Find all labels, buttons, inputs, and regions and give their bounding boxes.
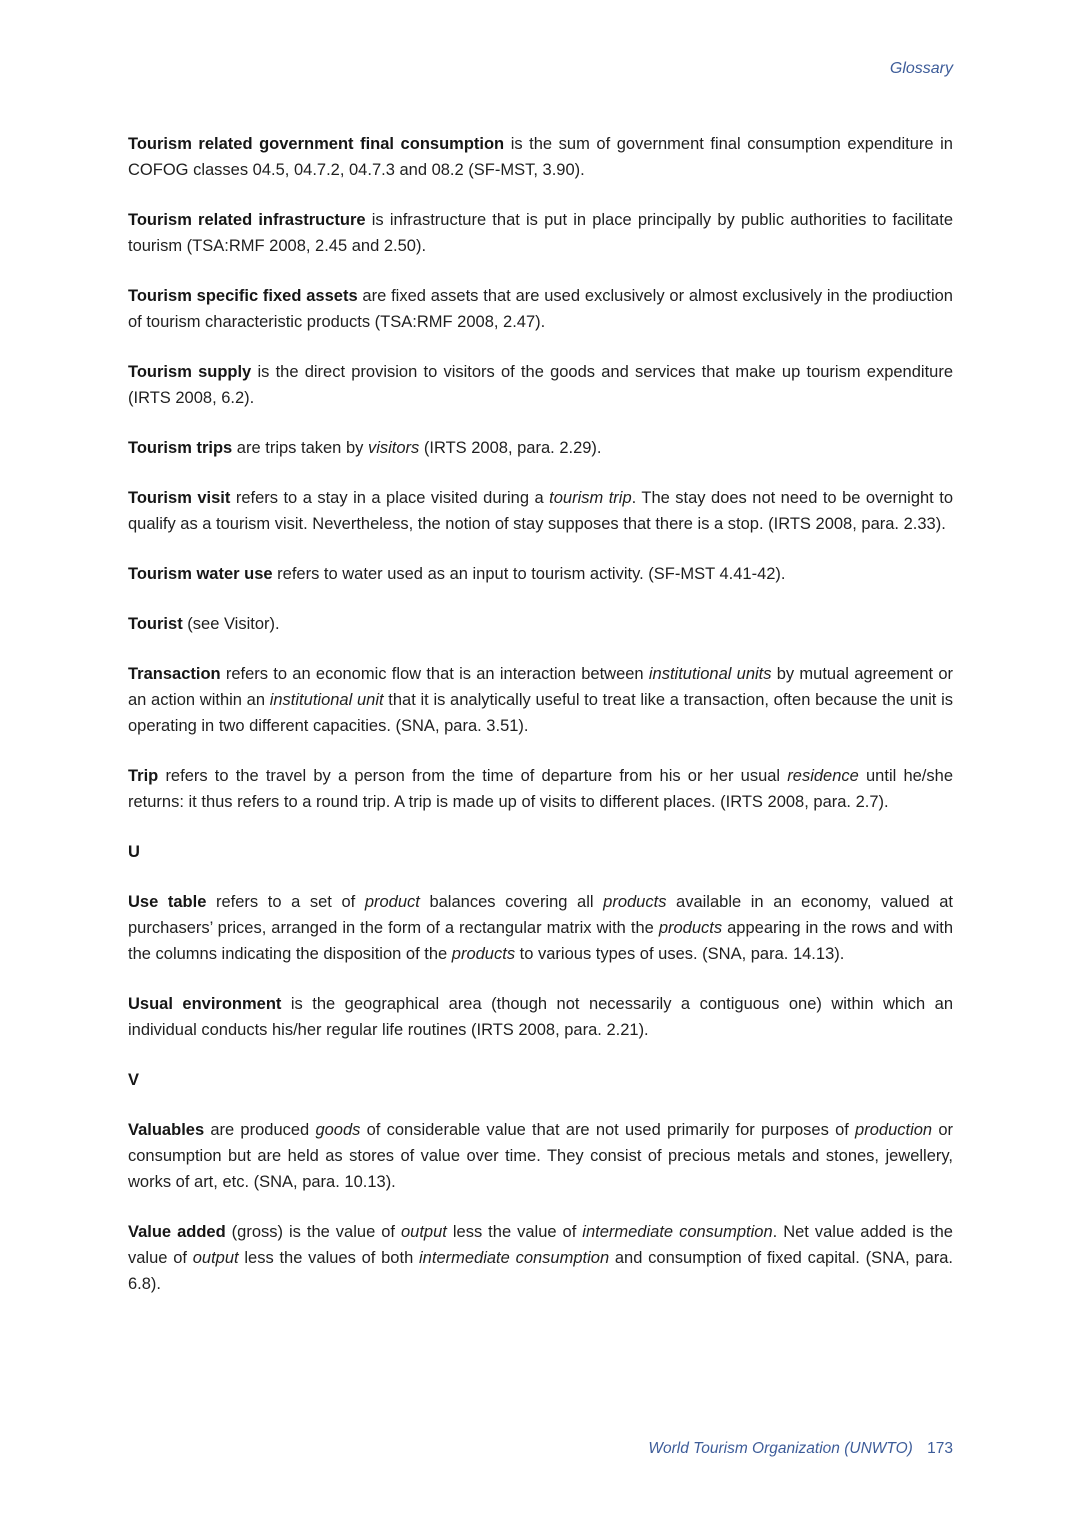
glossary-entry: [128, 207, 953, 259]
italic-reference: intermediate consumption: [582, 1223, 773, 1241]
glossary-term: Tourism visit: [128, 489, 231, 507]
italic-reference: production: [855, 1121, 933, 1139]
section-letter: [128, 1067, 953, 1093]
definition-text: (IRTS 2008, para. 2.29).: [419, 439, 602, 457]
definition-text: refers to water used as an input to tourism activity. (SF-MST 4.41-42).: [272, 565, 786, 583]
glossary-content: [128, 131, 953, 1321]
definition-text: balances covering all: [419, 893, 604, 911]
italic-reference: intermediate consumption: [419, 1249, 610, 1267]
glossary-term: Tourism trips: [128, 439, 233, 457]
definition-text: is infrastructure that is put in place principally by public authorities to facilitate tourism (TSA:RMF 2008, 2.45 and 2.50).: [128, 211, 953, 255]
definition-text: refers to a set of: [206, 893, 365, 911]
italic-reference: institutional unit: [269, 691, 384, 709]
glossary-entry: [128, 485, 953, 537]
italic-reference: residence: [787, 767, 859, 785]
definition-text: are fixed assets that are used exclusively or almost exclusively in the prodiuction of tourism characteristic products (TSA:RMF 2008, 2.47).: [128, 287, 953, 331]
glossary-entry: [128, 661, 953, 739]
italic-reference: products: [603, 893, 667, 911]
glossary-entry: [128, 991, 953, 1043]
definition-text: less the value of: [446, 1223, 583, 1241]
glossary-term: Use table: [128, 893, 207, 911]
glossary-term: Valuables: [128, 1121, 205, 1139]
section-letter: [128, 839, 953, 865]
italic-reference: output: [192, 1249, 239, 1267]
glossary-term: Transaction: [128, 665, 221, 683]
definition-text: appearing in the rows and with the columns indicating the disposition of the: [128, 919, 954, 963]
glossary-term: Trip: [128, 767, 159, 785]
section-letter-text: U: [128, 843, 140, 861]
italic-reference: output: [401, 1223, 447, 1241]
footer-organization: World Tourism Organization (UNWTO): [648, 1440, 913, 1457]
definition-text: is the geographical area (though not necessarily a contiguous one) within which an individual conducts his/her regular life routines (IRTS 2008, para. 2.21).: [128, 995, 953, 1039]
glossary-term: Usual environment: [128, 995, 282, 1013]
definition-text: by mutual agreement or an action within an: [128, 665, 953, 709]
definition-text: until he/she returns: it thus refers to a round trip. A trip is made up of visits to different places. (IRTS 2008, para. 2.7).: [128, 767, 953, 811]
definition-text: available in an economy, valued at purchasers’ prices, arranged in the form of a rectangular matrix with the: [128, 893, 954, 937]
definition-text: . The stay does not need to be overnight to qualify as a tourism visit. Nevertheless, the notion of stay supposes that there is a stop. (IRTS 2008, para. 2.33).: [128, 489, 953, 533]
italic-reference: products: [658, 919, 723, 937]
glossary-term: Tourism related infrastructure: [128, 211, 366, 229]
page-footer: [648, 1440, 953, 1458]
definition-text: refers to the travel by a person from the time of departure from his or her usual: [158, 767, 788, 785]
italic-reference: tourism trip: [549, 489, 632, 507]
section-letter-text: V: [128, 1071, 140, 1089]
italic-reference: institutional units: [648, 665, 772, 683]
definition-text: and consumption of fixed capital. (SNA, para. 6.8).: [128, 1249, 954, 1293]
glossary-entry: [128, 283, 953, 335]
glossary-term: Tourist: [128, 615, 183, 633]
glossary-term: Tourism water use: [128, 565, 273, 583]
glossary-entry: [128, 1219, 953, 1297]
glossary-entry: [128, 435, 953, 461]
italic-reference: visitors: [367, 439, 420, 457]
italic-reference: product: [364, 893, 420, 911]
glossary-term: Value added: [128, 1223, 226, 1241]
definition-text: refers to a stay in a place visited during a: [230, 489, 550, 507]
glossary-entry: [128, 763, 953, 815]
definition-text: that it is analytically useful to treat like a transaction, often because the unit is operating in two different capacities. (SNA, para. 3.51).: [128, 691, 953, 735]
glossary-entry: [128, 1117, 953, 1195]
footer-page-number: 173: [927, 1440, 953, 1457]
glossary-entry: [128, 611, 953, 637]
definition-text: refers to an economic flow that is an interaction between: [220, 665, 649, 683]
glossary-term: Tourism supply: [128, 363, 252, 381]
definition-text: of considerable value that are not used primarily for purposes of: [360, 1121, 856, 1139]
definition-text: is the sum of government final consumption expenditure in COFOG classes 04.5, 04.7.2, 04.7.3 and 08.2 (SF-MST, 3.90).: [128, 135, 953, 179]
definition-text: . Net value added is the value of: [128, 1223, 953, 1267]
glossary-entry: [128, 359, 953, 411]
definition-text: or consumption but are held as stores of value over time. They consist of precious metals and stones, jewellery, works of art, etc. (SNA, para. 10.13).: [128, 1121, 953, 1191]
definition-text: is the direct provision to visitors of the goods and services that make up tourism expenditure (IRTS 2008, 6.2).: [128, 363, 954, 407]
glossary-entry: [128, 561, 953, 587]
definition-text: (gross) is the value of: [225, 1223, 401, 1241]
definition-text: less the values of both: [238, 1249, 420, 1267]
glossary-term: Tourism related government final consumption: [128, 135, 505, 153]
definition-text: are trips taken by: [232, 439, 368, 457]
header-glossary-label: Glossary: [889, 60, 953, 77]
definition-text: to various types of uses. (SNA, para. 14.13).: [515, 945, 845, 963]
italic-reference: products: [451, 945, 516, 963]
definition-text: are produced: [204, 1121, 316, 1139]
glossary-entry: [128, 131, 953, 183]
glossary-term: Tourism specific fixed assets: [128, 287, 358, 305]
definition-text: (see Visitor).: [182, 615, 280, 633]
italic-reference: goods: [315, 1121, 361, 1139]
glossary-entry: [128, 889, 953, 967]
page-header: [890, 60, 953, 78]
